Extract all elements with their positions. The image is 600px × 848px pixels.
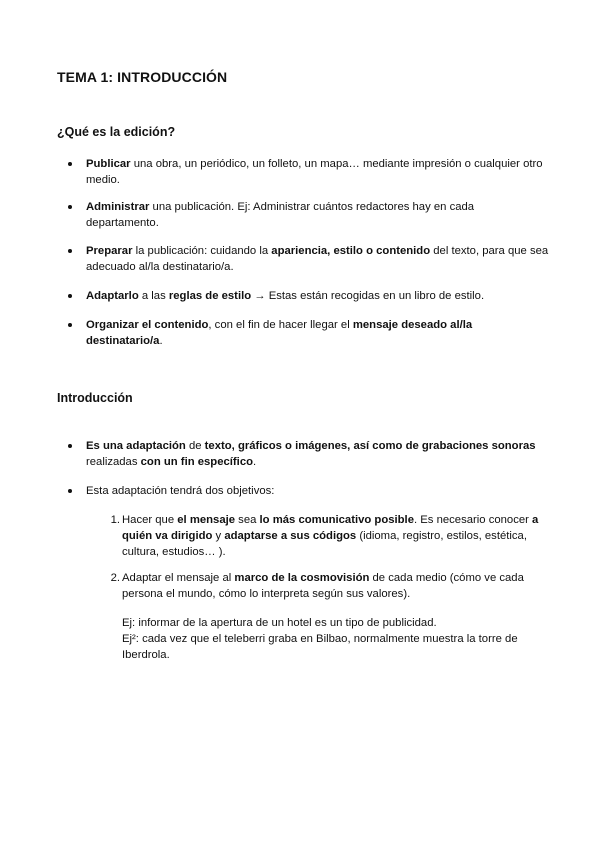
- item-number: 2.: [110, 572, 120, 584]
- bullet-icon: [68, 249, 72, 253]
- bullet-icon: [68, 489, 72, 493]
- bullet-icon: [68, 294, 72, 298]
- bullet-icon: [68, 205, 72, 209]
- document-page: TEMA 1: INTRODUCCIÓN ¿Qué es la edición? Publicar una obra, un periódico, un folleto, un mapa… mediante impresión o cualquier otro medio. Administrar una publicación. Ej: Administrar cuántos redactores hay en cada departamento. Preparar la publicación: cuidando la apariencia, estilo o contenido del texto, para que sea adecuado al/la destinatario/a. Adaptarlo a las reglas de estilo → Estas están recogidas en un libro de estilo. Organizar el contenido, con el fin de hacer llegar el mensaje deseado al/la destinatario/a. Introducción Es una adaptación de texto, gráficos o imágenes, así como de grabaciones sonoras realizadas con un fin específico. Esta adaptación tendrá dos objetivos: 1. Hacer que el mensaje sea lo más comunicativo posible. Es necesario conocer a quién va dirigido y adaptarse a sus códigos (idioma, registro, estilos, estética, cultura, estudios… ). 2. Adaptar el mensaje al marco de la cosmovisión de cada medio (cómo ve cada persona el mundo, cómo lo interpreta según sus valores). Ej: informar de la apertura de un hotel es un tipo de publicidad. Ej²: cada vez que el teleberri graba en Bilbao, normalmente muestra la torre de Iberdrola.: [57, 69, 549, 661]
- example-line: Iberdrola.: [122, 649, 170, 661]
- bullet-icon: [68, 444, 72, 448]
- item-number: 1.: [110, 514, 120, 526]
- example-line: Ej²: cada vez que el teleberri graba en Bilbao, normalmente muestra la torre de: [122, 633, 518, 645]
- page-title: TEMA 1: INTRODUCCIÓN: [57, 69, 228, 85]
- section-heading-edicion: ¿Qué es la edición?: [57, 125, 176, 139]
- section-heading-introduccion: Introducción: [57, 391, 133, 405]
- example-line: Ej: informar de la apertura de un hotel es un tipo de publicidad.: [122, 617, 437, 629]
- bullet-icon: [68, 323, 72, 327]
- bullet-icon: [68, 162, 72, 166]
